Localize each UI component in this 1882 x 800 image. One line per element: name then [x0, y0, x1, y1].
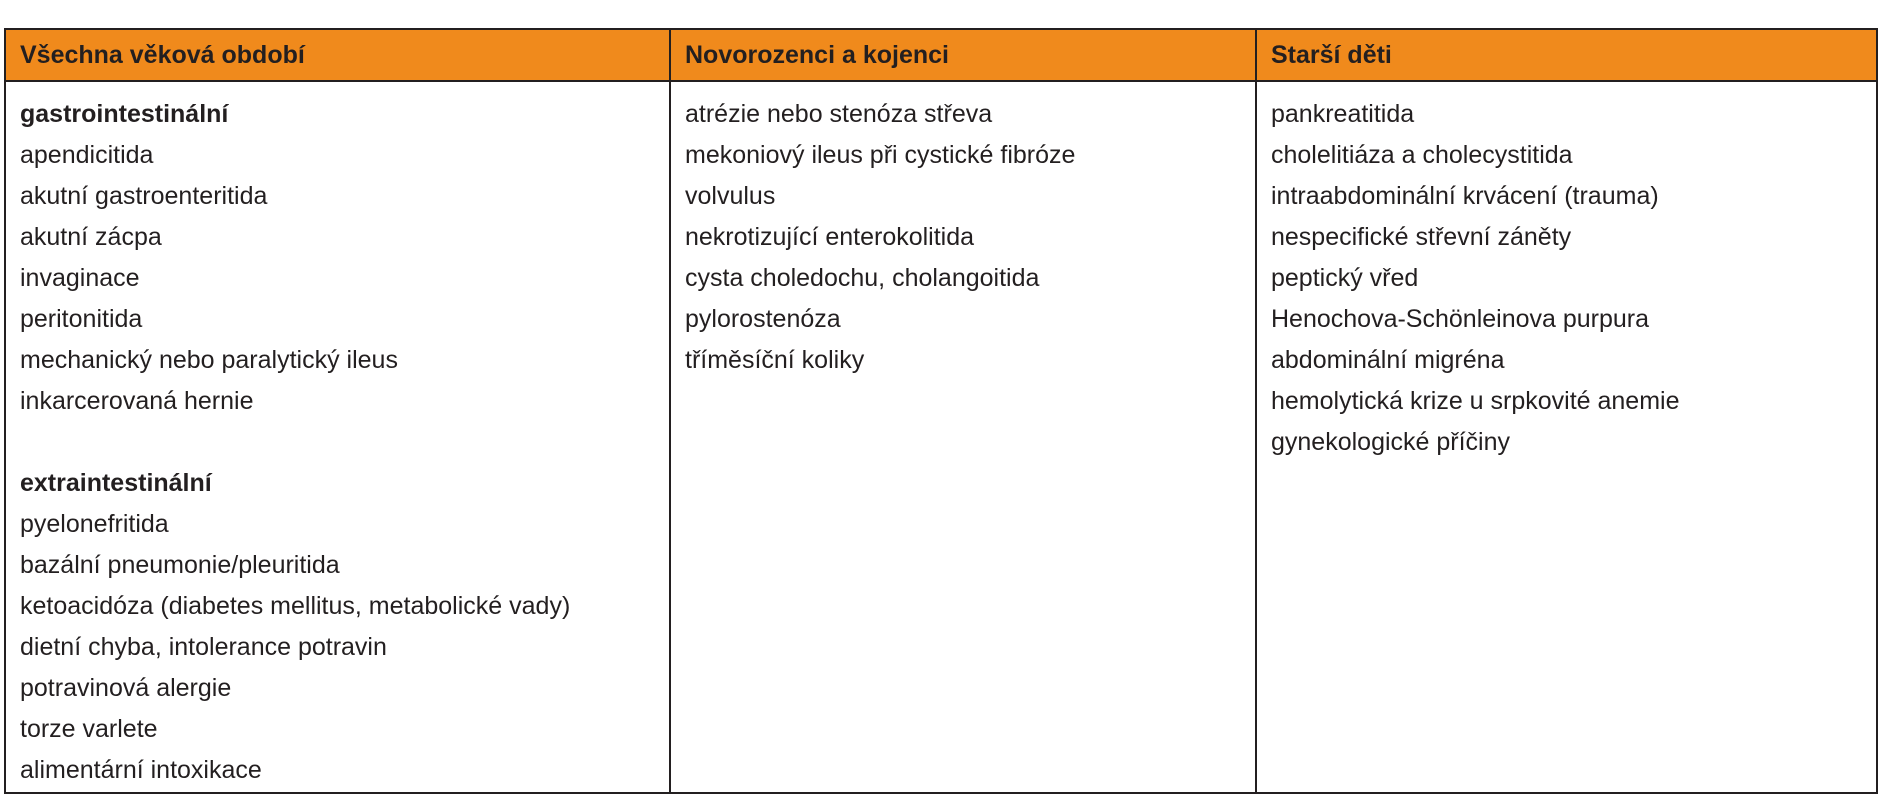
list-item: Henochova-Schönleinova purpura	[1271, 305, 1650, 333]
list-item: akutní gastroenteritida	[20, 182, 268, 210]
list-item: dietní chyba, intolerance potravin	[20, 633, 387, 661]
header-all-ages: Všechna věková období	[6, 30, 670, 81]
list-item: hemolytická krize u srpkovité anemie	[1271, 387, 1680, 415]
group-title-extraintestinal: extraintestinální	[20, 469, 212, 497]
list-item: mechanický nebo paralytický ileus	[20, 346, 398, 374]
list-item: peptický vřed	[1271, 264, 1419, 292]
group-spacer	[20, 422, 669, 463]
cell-older-children	[1256, 81, 1876, 792]
list-item: tříměsíční koliky	[685, 346, 865, 374]
group-title-gastrointestinal: gastrointestinální	[20, 100, 229, 128]
cell-all-ages	[6, 81, 670, 792]
list-item: bazální pneumonie/pleuritida	[20, 551, 340, 579]
list-item: torze varlete	[20, 715, 158, 743]
list-item: invaginace	[20, 264, 140, 292]
header-older-children: Starší děti	[1256, 30, 1876, 81]
list-item: pyelonefritida	[20, 510, 169, 538]
list-item: nekrotizující enterokolitida	[685, 223, 975, 251]
list-item: nespecifické střevní záněty	[1271, 223, 1572, 251]
list-item: mekoniový ileus při cystické fibróze	[685, 141, 1076, 169]
cell-newborns-infants	[670, 81, 1256, 792]
header-row	[6, 30, 1876, 81]
list-item: pankreatitida	[1271, 100, 1415, 128]
list-item: cysta choledochu, cholangoitida	[685, 264, 1040, 292]
list-item: intraabdominální krvácení (trauma)	[1271, 182, 1659, 210]
header-newborns-infants: Novorozenci a kojenci	[670, 30, 1256, 81]
list-item: akutní zácpa	[20, 223, 162, 251]
list-item: peritonitida	[20, 305, 143, 333]
list-item: atrézie nebo stenóza střeva	[685, 100, 993, 128]
causes-table	[6, 30, 1876, 792]
list-item: potravinová alergie	[20, 674, 232, 702]
list-item: volvulus	[685, 182, 776, 210]
list-item: ketoacidóza (diabetes mellitus, metabolické vady)	[20, 592, 571, 620]
list-item: abdominální migréna	[1271, 346, 1505, 374]
list-item: inkarcerovaná hernie	[20, 387, 254, 415]
content-row	[6, 81, 1876, 792]
list-item: pylorostenóza	[685, 305, 841, 333]
list-item: apendicitida	[20, 141, 154, 169]
list-item: alimentární intoxikace	[20, 756, 262, 784]
list-item: cholelitiáza a cholecystitida	[1271, 141, 1573, 169]
list-item: gynekologické příčiny	[1271, 428, 1511, 456]
causes-table-frame	[4, 28, 1878, 794]
